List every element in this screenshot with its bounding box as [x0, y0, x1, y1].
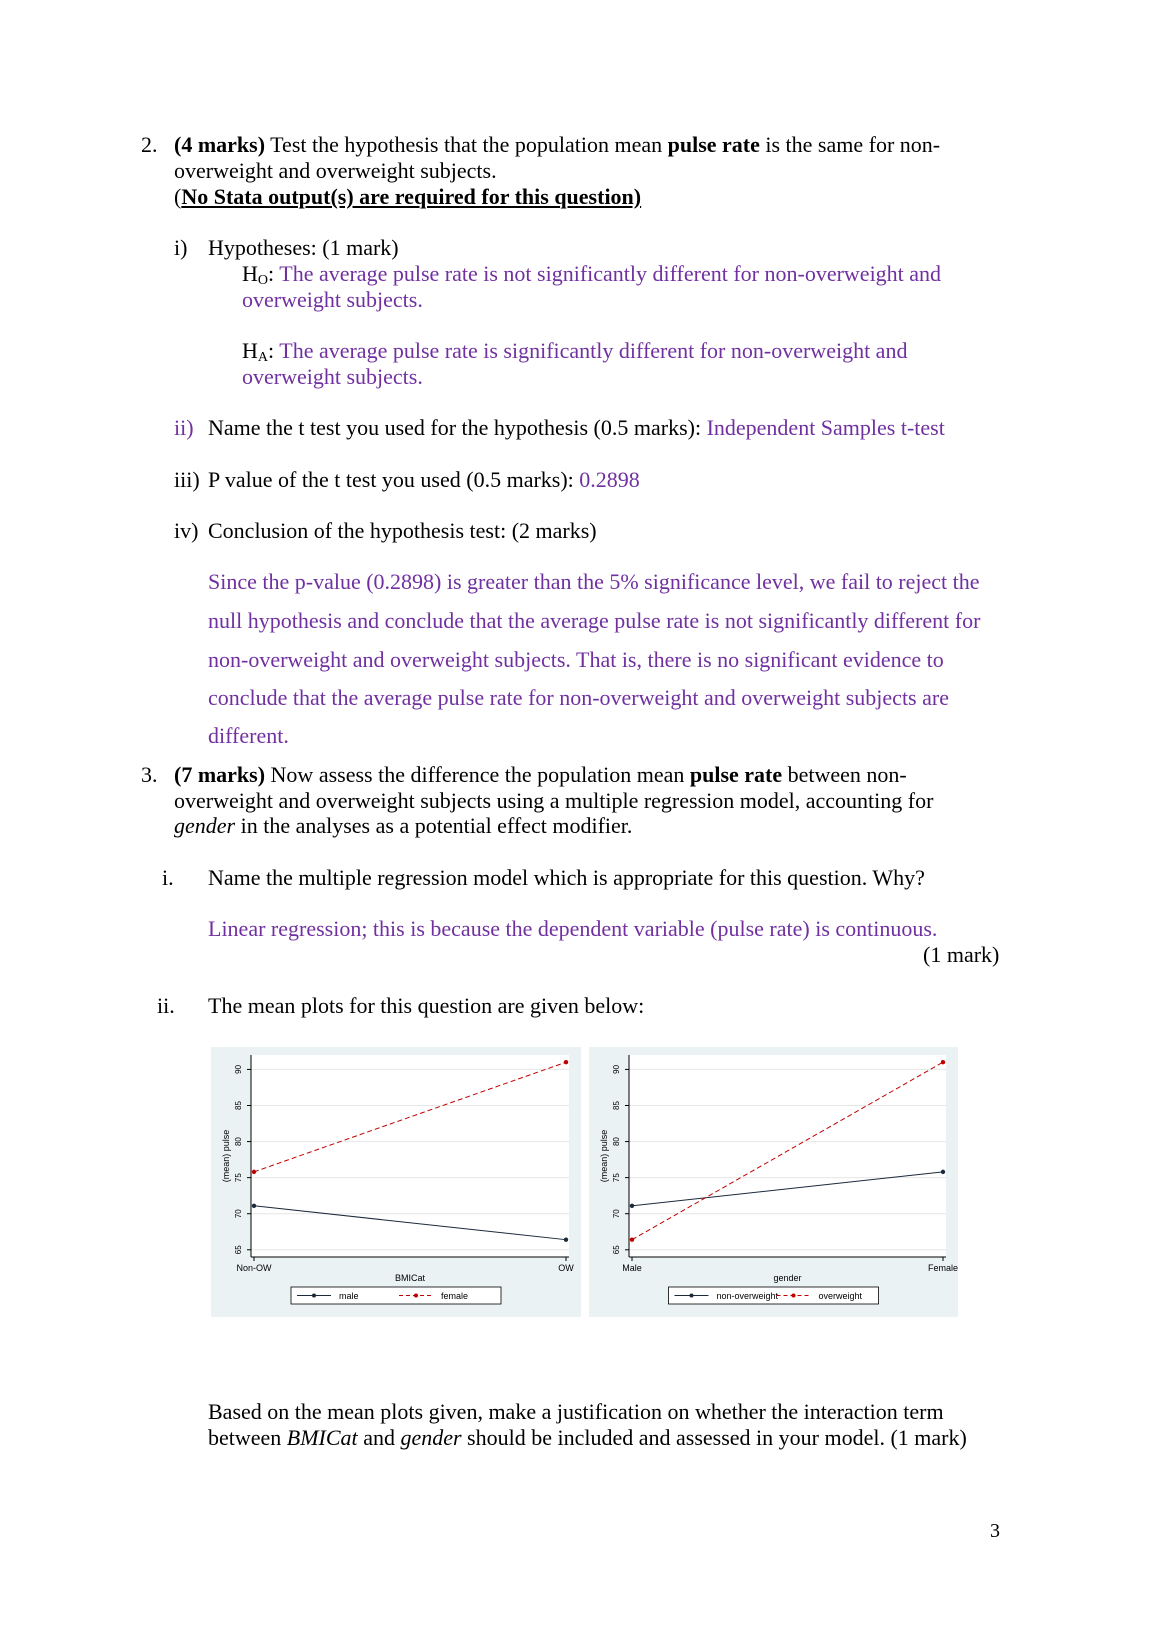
q3-intro-c: between non-	[787, 762, 907, 787]
plot-area	[251, 1055, 569, 1257]
y-tick-label: 85	[612, 1101, 621, 1110]
data-point-overweight	[630, 1237, 634, 1241]
q2-ii-line	[208, 414, 945, 441]
q2-intro-c: is the same for non-	[765, 132, 941, 157]
q2-line1	[174, 131, 940, 158]
legend-marker-overweight	[792, 1294, 796, 1298]
justify-and: and	[363, 1425, 395, 1450]
y-tick-label: 75	[612, 1173, 621, 1183]
q2-note-text: No Stata output(s) are required for this question)	[181, 184, 642, 209]
q2-iii-answer: 0.2898	[579, 467, 640, 492]
q3-ii-label: The mean plots for this question are given below:	[208, 993, 645, 1018]
q2-line2: overweight and overweight subjects.	[174, 158, 497, 183]
y-tick-label: 80	[612, 1137, 621, 1147]
q2-i-label: Hypotheses: (1 mark)	[208, 235, 399, 260]
q2-intro-bold: pulse rate	[667, 132, 760, 157]
data-point-male	[564, 1237, 568, 1241]
justify-line2	[208, 1424, 967, 1451]
x-tick-label: Male	[622, 1263, 642, 1273]
y-tick-label: 65	[612, 1245, 621, 1255]
q3-line1	[174, 761, 907, 788]
justify-between: between	[208, 1425, 282, 1450]
ha-label: $H_A$:	[242, 338, 275, 365]
legend-label-overweight: overweight	[818, 1291, 863, 1301]
y-tick-label: 90	[234, 1064, 243, 1074]
h0-label: $H_O$:	[242, 261, 275, 288]
data-point-female	[564, 1060, 568, 1064]
q2-i-number: i)	[174, 235, 188, 260]
q2-number: 2.	[141, 132, 158, 157]
q2-marks: (4 marks)	[174, 132, 266, 157]
y-axis-label: (mean) pulse	[599, 1129, 609, 1183]
x-axis-label: BMICat	[394, 1273, 426, 1283]
y-tick-label: 85	[234, 1101, 243, 1110]
x-tick-label: Female	[927, 1263, 958, 1273]
q3-ii-number: ii.	[157, 993, 175, 1018]
mean-plot-bmicat	[211, 1047, 581, 1317]
conclusion-line-3: non-overweight and overweight subjects. That is, there is no significant evidence to	[208, 647, 944, 672]
conclusion-line-1: Since the p-value (0.2898) is greater than the 5% significance level, we fail to reject the	[208, 569, 980, 594]
justify-gender: gender	[400, 1425, 462, 1450]
y-tick-label: 70	[612, 1209, 621, 1219]
q2-intro-a: Test the hypothesis that the population mean	[270, 132, 663, 157]
legend-marker-male	[312, 1294, 316, 1298]
page-number: 3	[990, 1520, 1000, 1542]
y-tick-label: 65	[234, 1245, 243, 1255]
q3-gender-italic: gender	[174, 813, 236, 838]
legend-label-male: male	[339, 1291, 359, 1301]
ha-line2: overweight subjects.	[242, 364, 423, 389]
q3-line3	[174, 812, 632, 839]
justify-line1: Based on the mean plots given, make a justification on whether the interaction term	[208, 1399, 944, 1424]
y-tick-label: 90	[612, 1064, 621, 1074]
q3-i-marks: (1 mark)	[923, 942, 1000, 967]
justify-bmicat: BMICat	[286, 1425, 358, 1450]
q3-intro-a: Now assess the difference the population mean	[270, 762, 685, 787]
legend-marker-female	[414, 1294, 418, 1298]
x-tick-label: Non-OW	[236, 1263, 272, 1273]
mean-plot-gender	[589, 1047, 958, 1317]
q3-i-answer: Linear regression; this is because the dependent variable (pulse rate) is continuous.	[208, 916, 938, 941]
q2-note-paren: (	[174, 184, 182, 209]
q3-i-label: Name the multiple regression model which is appropriate for this question. Why?	[208, 865, 925, 890]
y-tick-label: 75	[234, 1173, 243, 1183]
conclusion-line-4: conclude that the average pulse rate for non-overweight and overweight subjects are	[208, 685, 949, 710]
x-axis-label: gender	[773, 1273, 802, 1283]
q2-iv-label: Conclusion of the hypothesis test: (2 marks)	[208, 518, 597, 543]
q2-ii-number: ii)	[174, 415, 194, 440]
y-axis-label: (mean) pulse	[221, 1129, 231, 1183]
q2-iii-number: iii)	[174, 467, 200, 492]
data-point-male	[252, 1204, 256, 1208]
legend-label-non-overweight: non-overweight	[716, 1291, 779, 1301]
data-point-non-overweight	[630, 1204, 634, 1208]
h0-statement: The average pulse rate is not significantly different for non-overweight and	[279, 261, 942, 286]
ha-statement: The average pulse rate is significantly different for non-overweight and	[279, 338, 908, 363]
q3-line2: overweight and overweight subjects using a multiple regression model, accounting for	[174, 788, 934, 813]
h0-line2: overweight subjects.	[242, 287, 423, 312]
q3-intro-bold: pulse rate	[689, 762, 783, 787]
q2-iii-label: P value of the t test you used (0.5 marks):	[208, 467, 574, 492]
data-point-overweight	[941, 1060, 945, 1064]
plot-area	[629, 1055, 946, 1257]
conclusion-line-5: different.	[208, 723, 289, 748]
q3-number: 3.	[141, 762, 158, 787]
q3-i-number: i.	[162, 865, 174, 890]
q3-line3-rest: in the analyses as a potential effect modifier.	[240, 813, 633, 838]
x-tick-label: OW	[558, 1263, 574, 1273]
data-point-non-overweight	[941, 1170, 945, 1174]
q2-iii-line	[208, 466, 640, 493]
q2-ii-label: Name the t test you used for the hypothesis (0.5 marks):	[208, 415, 702, 440]
q2-iv-number: iv)	[174, 518, 199, 543]
data-point-female	[252, 1170, 256, 1174]
justify-rest: should be included and assessed in your model. (1 mark)	[467, 1425, 967, 1450]
legend-marker-non-overweight	[690, 1294, 694, 1298]
y-tick-label: 70	[234, 1209, 243, 1219]
q2-ii-answer: Independent Samples t-test	[706, 415, 945, 440]
q2-note	[174, 183, 641, 210]
legend-label-female: female	[441, 1291, 469, 1301]
q3-marks: (7 marks)	[174, 762, 266, 787]
y-tick-label: 80	[234, 1137, 243, 1147]
conclusion-line-2: null hypothesis and conclude that the average pulse rate is not significantly different for	[208, 608, 981, 633]
